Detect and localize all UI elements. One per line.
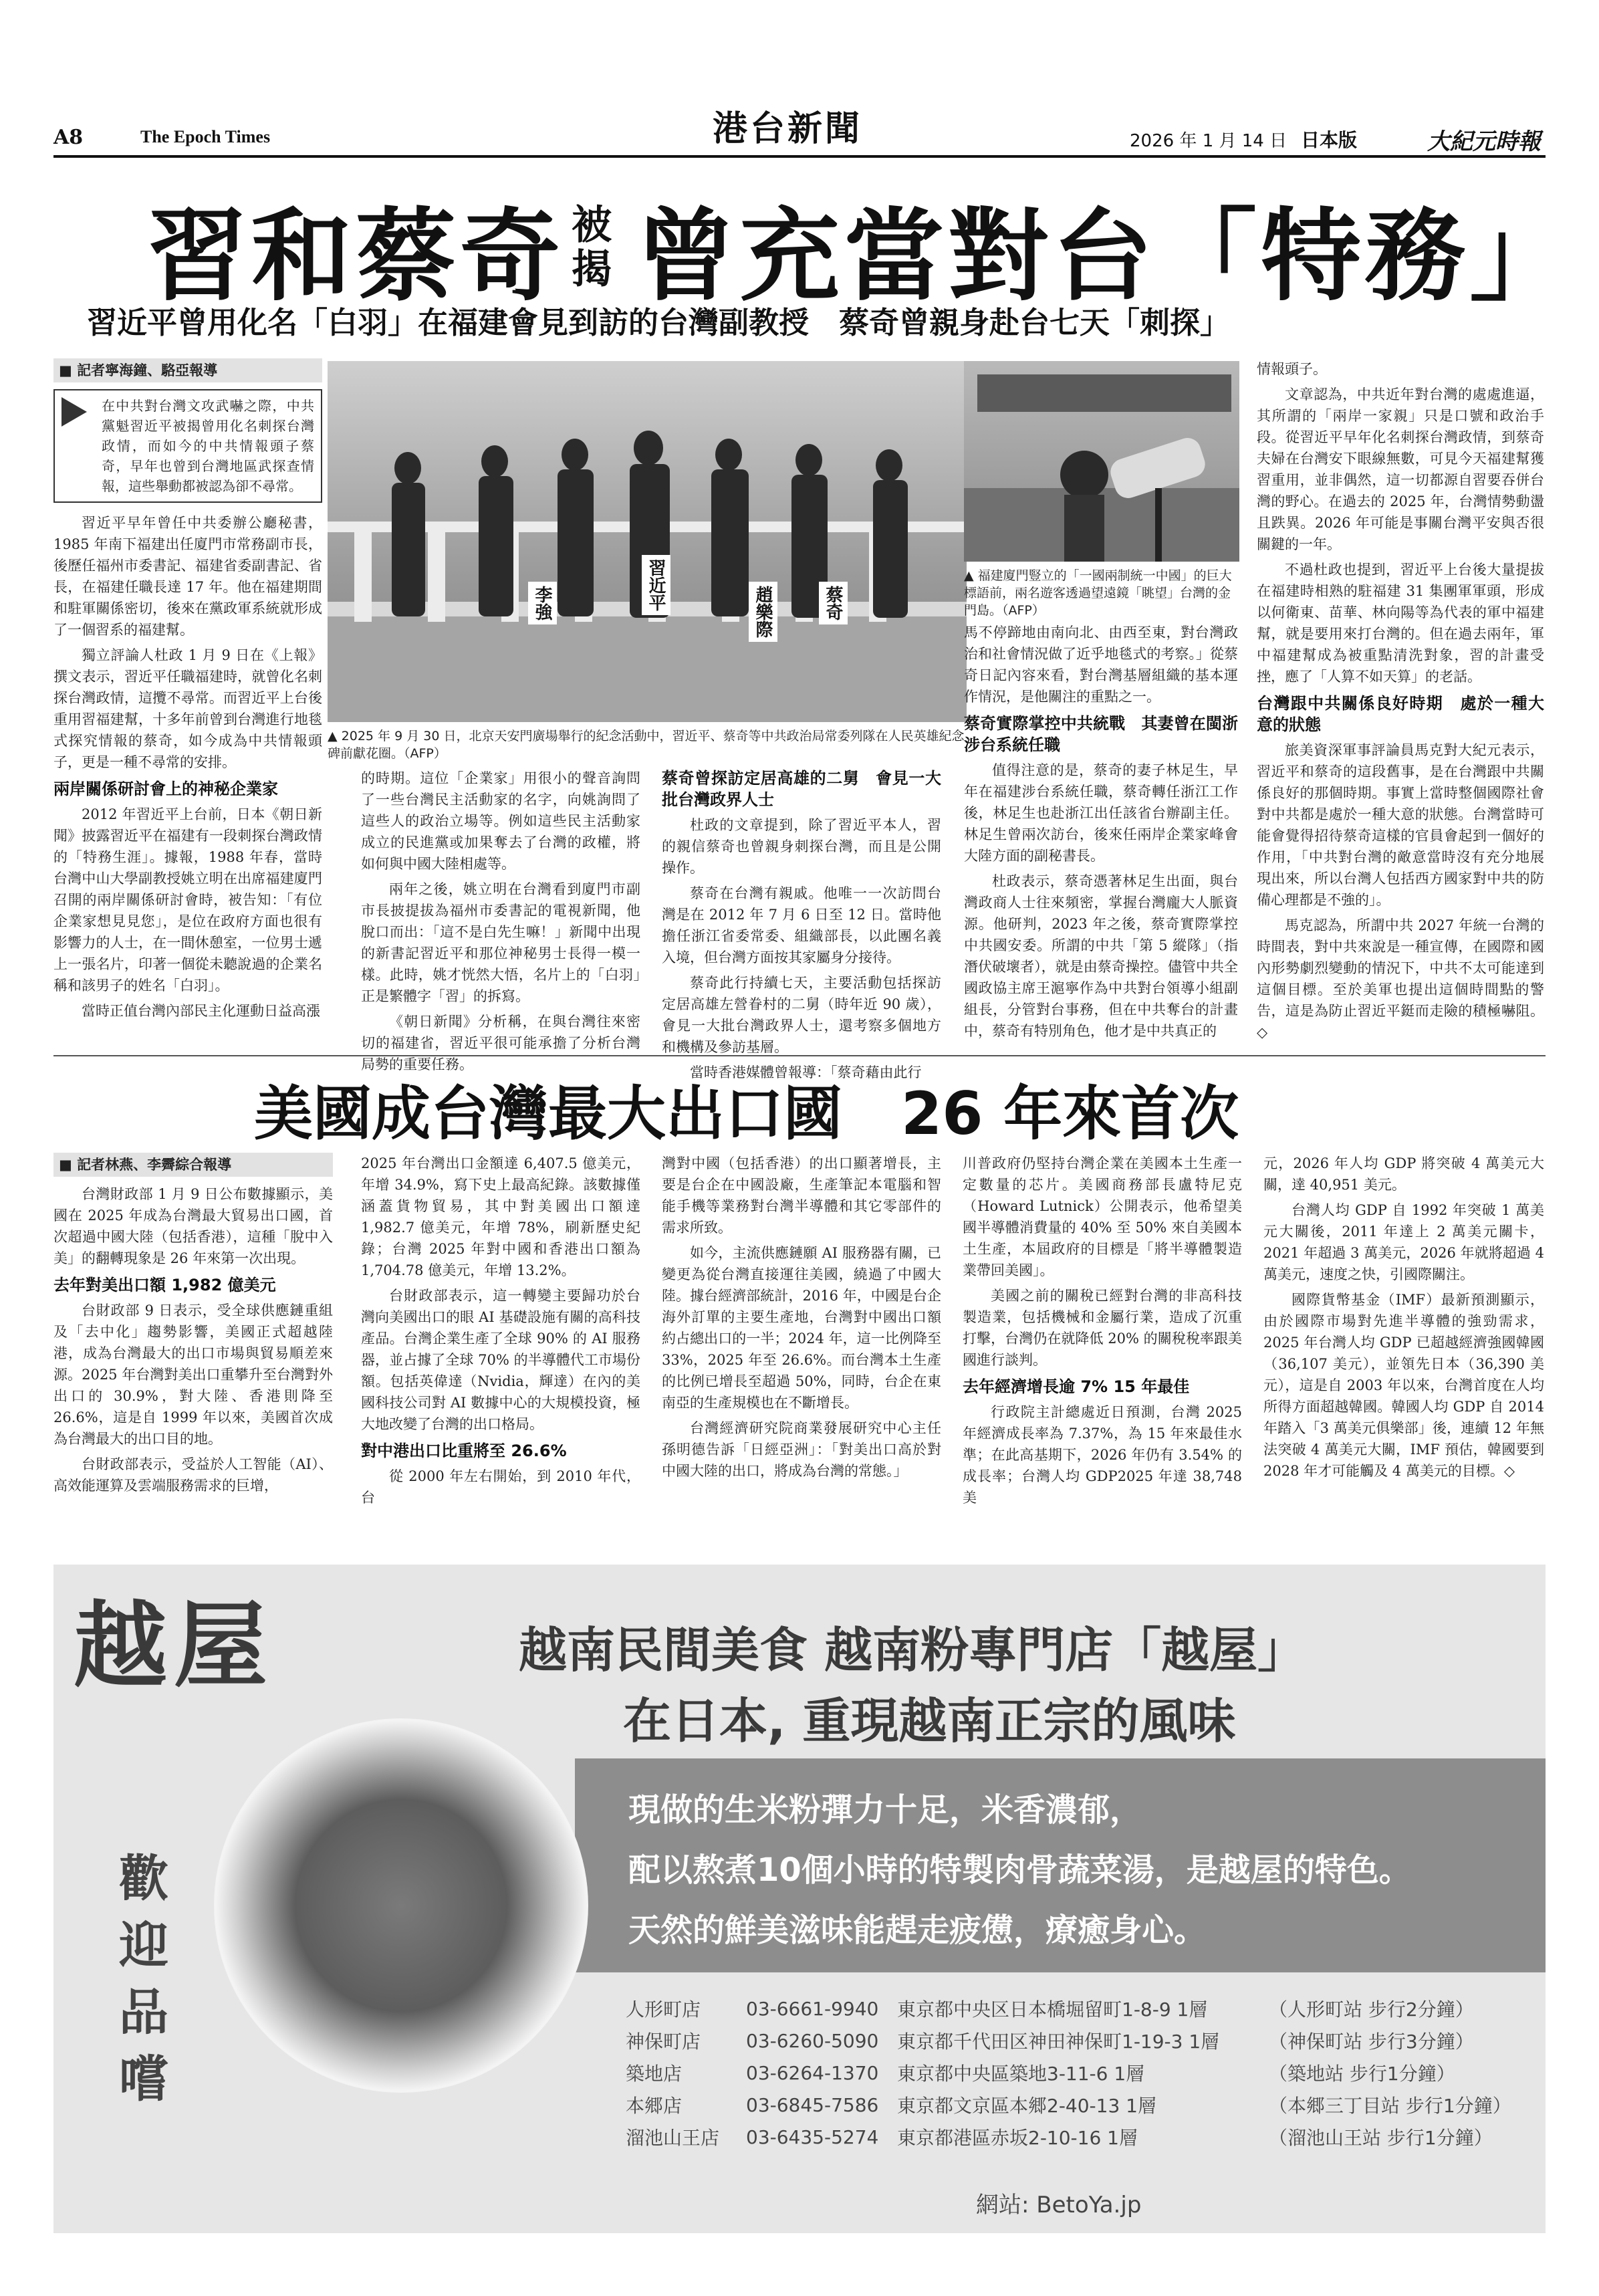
store-row [626, 2089, 1535, 2121]
store-address: 東京都港區赤坂2-10-16 1層 [897, 2127, 1138, 2149]
lead-paragraph: 不過杜政也提到，習近平上台後大量提拔在福建時相熟的駐福建 31 集團軍軍頭，形成以何衛東、苗華、林向陽等為代表的軍中福建幫，就是要用來打台灣的。但在過去兩年，軍中福建幫成為被重點清洗對象，習的計畫受挫，應了「人算不如天算」的老話。 [1257, 562, 1544, 685]
second-paragraph: 美國之前的關稅已經對台灣的非高科技製造業，包括機械和金屬行業，造成了沉重打擊，台灣仍在就降低 20% 的關稅稅率跟美國進行談判。 [963, 1288, 1242, 1368]
lead-paragraph: 杜政的文章提到，除了習近平本人，習的親信蔡奇也曾親身刺探台灣，而且是公開操作。 [662, 817, 941, 876]
second-subheading: 去年對美出口額 1,982 億美元 [53, 1276, 276, 1294]
lead-paragraph: 馬克認為，所謂中共 2027 年統一台灣的時間表，對中共來說是一種宣傳，在國際和國內形勢劇烈變動的情況下，中共不太可能達到這個目標。至於美軍也提出這個時間點的警告，這是為防止習近平鋌而走險的積極嚇阻。◇ [1257, 917, 1544, 1040]
ad-title-2: 在日本, 重現越南正宗的風味 [623, 1693, 1236, 1749]
store-access: （築地站 步行1分鐘） [1269, 2063, 1455, 2085]
ad-logo: 越屋 [74, 1591, 275, 1701]
photo-caption: ▲ 2025 年 9 月 30 日，北京天安門廣場舉行的紀念活動中，習近平、蔡奇等中共政治局常委列隊在人民英雄紀念碑前獻花圈。（AFP） [328, 729, 965, 761]
photo-label: 習近平 [642, 555, 670, 615]
second-column-2 [361, 1153, 640, 1512]
ad-block [53, 1565, 1546, 2233]
store-row [626, 2057, 1535, 2089]
lead-subheading: 蔡奇實際掌控中共統戰 其妻曾在閩浙涉台系統任職 [964, 714, 1238, 754]
second-column-1 [53, 1153, 333, 1500]
issue-date: 2026 年 1 月 14 日 [1130, 131, 1287, 151]
binocular-photo-art [964, 361, 1239, 562]
store-address: 東京都中央區築地3-11-6 1層 [897, 2063, 1145, 2085]
second-paragraph: 如今，主流供應鏈願 AI 服務器有關，已變更為從台灣直接運往美國，繞過了中國大陸。據台經濟部統計，2016 年，中國是台企海外訂單的主要生產地，台灣對中國出口額約占總出口的一半；2024 年，這一比例降至 33%，2025 年至 26.6%。而台灣本土生產的比例已增長至超過 50%，同時，台企在東南亞的生產規模也在不斷增長。 [662, 1245, 941, 1411]
second-paragraph: 台灣人均 GDP 自 1992 年突破 1 萬美元大關後，2011 年達上 2 萬美元關卡，2021 年超過 3 萬美元，2026 年就將超過 4 萬美元，速度之快，引國際關注。 [1263, 1202, 1544, 1282]
ad-website-link[interactable]: 網站: BetoYa.jp [976, 2192, 1142, 2218]
store-row [626, 1992, 1535, 2025]
section-divider [53, 1055, 1546, 1056]
second-paragraph: 台財政部表示，這一轉變主要歸功於台灣向美國出口的眼 AI 基礎設施有關的高科技產品。台灣企業生產了全球 90% 的 AI 服務器，並占據了全球 70% 的半導體代工市場份額。包括英偉達（Nvidia，輝達）在內的美國科技公司對 AI 數據中心的大規模投資，極大地改變了台灣的出口格局。 [361, 1288, 640, 1432]
ad-banner-line: 天然的鮮美滋味能趕走疲憊，療癒身心。 [628, 1912, 1207, 1949]
lead-subheading: 台灣跟中共關係良好時期 處於一種大意的狀態 [1257, 694, 1544, 734]
chevron-right-icon [62, 397, 87, 427]
ad-banner-line: 配以熬煮10個小時的特製肉骨蔬菜湯，是越屋的特色。 [628, 1851, 1411, 1889]
lead-paragraph: 的時期。這位「企業家」用很小的聲音詢問了一些台灣民主活動家的名字，向姚詢問了這些人的政治立場等。例如這些民主活動家成立的民進黨或加果奪去了台灣的政權，將如何與中國大陸相處等。 [361, 770, 640, 872]
second-paragraph: 台財政部表示，受益於人工智能（AI）、高效能運算及雲端服務需求的巨增， [53, 1456, 333, 1494]
second-subheading: 對中港出口比重將至 26.6% [361, 1442, 567, 1460]
store-access: （本郷三丁目站 步行1分鐘） [1269, 2095, 1511, 2117]
store-address: 東京都文京區本郷2-40-13 1層 [897, 2095, 1156, 2117]
lead-subheading: 蔡奇曾探訪定居高雄的二舅 會見一大批台灣政界人士 [662, 769, 941, 809]
store-tel: 03-6661-9940 [746, 1997, 879, 2020]
lead-subheading: 兩岸關係研討會上的神秘企業家 [53, 780, 278, 798]
second-paragraph: 台灣財政部 1 月 9 日公布數據顯示，美國在 2025 年成為台灣最大貿易出口國，首次超過中國大陸（包括香港），這種「脫中入美」的翻轉現象是 26 年來第一次出現。 [53, 1186, 333, 1266]
store-name: 溜池山王店 [626, 2127, 720, 2149]
second-column-3 [662, 1153, 941, 1486]
lead-paragraph: 情報頭子。 [1257, 361, 1327, 377]
lead-paragraph: 杜政表示，蔡奇憑著林足生出面，與台灣政商人士往來頻密，掌握台灣龐大人脈資源。他研判，2023 年之後，蔡奇實際掌控中共國安委。所謂的中共「第 5 縱隊」（指潛伏破壞者），就是由蔡奇操控。儘管中共全國政協主席王滬寧作為中共對台領導小組副組長，分管對台事務，但在中共奪台的計畫中，蔡奇有特別角色，他才是中共真正的 [964, 873, 1238, 1039]
masthead-logo: 大紀元時報 [1427, 128, 1541, 155]
second-headline: 美國成台灣最大出口國 26 年來首次 [254, 1079, 1239, 1148]
lead-paragraph: 2012 年習近平上台前，日本《朝日新聞》披露習近平在福建有一段刺探台灣政情的「特務生涯」。據報，1988 年春，當時台灣中山大學副教授姚立明在出席福建廈門召開的兩岸關係研討會時，被告知：「有位企業家想見見您」，是位在政府方面也很有影響力的人士，在一間休憩室，一位男士遞上一張名片，印著一個從未聽說過的企業名稱和該男子的姓名「白羽」。 [53, 806, 322, 994]
store-name: 神保町店 [626, 2031, 701, 2053]
second-paragraph: 灣對中國（包括香港）的出口顯著增長，主要是台企在中國設廠，生產筆記本電腦和智能手機等業務對台灣半導體和其它零部件的需求所致。 [662, 1155, 941, 1236]
lead-byline: ■ 記者寧海鐘、駱亞報導 [53, 358, 322, 382]
lead-headline [147, 175, 1574, 315]
page-number: A8 [53, 126, 84, 149]
lead-paragraph: 值得注意的是，蔡奇的妻子林足生，早年在福建涉台系統任職，蔡奇轉任浙江工作後，林足生也赴浙江出任該省台辦副主任。林足生曾兩次訪台，後來任兩岸企業家峰會大陸方面的副秘書長。 [964, 762, 1238, 864]
second-column-5 [1263, 1153, 1544, 1486]
store-tel: 03-6264-1370 [746, 2061, 879, 2084]
second-byline: ■ 記者林燕、李霽綜合報導 [53, 1153, 333, 1177]
photo-label: 趙樂際 [749, 582, 777, 642]
lead-subhead: 習近平曾用化名「白羽」在福建會見到訪的台灣副教授 蔡奇曾親身赴台七天「刺探」 [87, 305, 1231, 340]
photo-label: 李強 [528, 582, 557, 624]
lead-intro-box [53, 389, 322, 503]
ad-title-1: 越南民間美食 越南粉專門店「越屋」 [519, 1622, 1306, 1678]
lead-paragraph: 當時正值台灣內部民主化運動日益高漲 [82, 1003, 320, 1019]
store-list [626, 1992, 1535, 2153]
lead-paragraph: 兩年之後，姚立明在台灣看到廈門市副市長披提拔為福州市委書記的電視新聞，他脫口而出：「這不是白先生嘛！」新聞中出現的新書記習近平和那位神秘男士長得一模一樣。此時，姚才恍然大悟，名片上的「白羽」正是繁體字「習」的拆寫。 [361, 881, 640, 1004]
lead-column-5 [1257, 358, 1544, 1047]
second-paragraph: 元，2026 年人均 GDP 將突破 4 萬美元大關，達 40,951 美元。 [1263, 1155, 1544, 1193]
headline-part-a: 習和蔡奇 [147, 197, 565, 315]
lead-paragraph: 習近平早年曾任中共委辦公廳秘書，1985 年南下福建出任廈門市常務副市長，後歷任福州市委書記、福建省委副書記、省長，在福建任職長達 17 年。他在福建期間和駐軍關係密切，後來在黨政軍系統就形成了一個習系的福建幫。 [53, 515, 322, 638]
second-paragraph: 台財政部 9 日表示，受全球供應鏈重組及「去中化」趨勢影響，美國正式超越陸港，成為台灣最大的出口市場與貿易順差來源。2025 年台灣對美出口重攀升至台灣對外出口的 30.9%，對大陸、香港則降至 26.6%，這是自 1999 年以來，美國首次成為台灣最大的出口目的地。 [53, 1302, 333, 1447]
photo-label: 蔡奇 [819, 582, 848, 624]
lead-paragraph: 當時香港媒體曾報導：「蔡奇藉由此行 [690, 1064, 922, 1080]
noodle-bowl-image [214, 1718, 588, 2093]
lead-paragraph: 蔡奇在台灣有親戚。他唯一一次訪問台灣是在 2012 年 7 月 6 日至 12 日。當時他擔任浙江省委常委、組織部長，以此團名義入境，但台灣方面按其家屬身分接待。 [662, 885, 941, 965]
lead-paragraph: 馬不停蹄地由南向北、由西至東，對台灣政治和社會情況做了近乎地毯式的考察。」從蔡奇日記內容來看，對台灣基層組織的基本運作情況，是他關注的重點之一。 [964, 624, 1238, 705]
paper-name: The Epoch Times [140, 127, 271, 146]
leaders-photo-art [328, 361, 967, 722]
second-paragraph: 國際貨幣基金（IMF）最新預測顯示，由於國際市場對先進半導體的強勁需求，2025 年台灣人均 GDP 已超越經濟強國韓國（36,107 美元），並領先日本（36,390 美元），這是自 2003 年以來，台灣首度在人均所得方面超越韓國。韓國人均 GDP 自 2014 年踏入「3 萬美元俱樂部」後，連續 12 年無法突破 4 萬美元大關，IMF 預估，韓國要到 2028 年才可能觸及 4 萬美元的目標。◇ [1263, 1292, 1544, 1479]
store-address: 東京都中央区日本橋堀留町1-8-9 1層 [897, 1998, 1208, 2021]
ad-welcome: 歡迎品嚐 [119, 1850, 168, 2108]
edition-label: 日本版 [1301, 129, 1358, 151]
binocular-photo [964, 361, 1239, 562]
lead-paragraph: 獨立評論人杜政 1 月 9 日在《上報》撰文表示，習近平任職福建時，就曾化名刺探台灣政情，這攬不尋常。而習近平上台後重用習福建幫，十多年前曾到台灣進行地毯式探究情報的蔡奇，如今成為中共情報頭子，更是一種不尋常的安排。 [53, 647, 322, 770]
lead-paragraph: 文章認為，中共近年對台灣的處處進逼，其所謂的「兩岸一家親」只是口號和政治手段。從習近平早年化名刺探台灣政情，到蔡奇夫婦在台灣安下眼線無數，可見今天福建幫獲習重用，並非偶然，這一切都源自習要吞併台灣的野心。在過去的 2025 年，台灣情勢動盪且跌異。2026 年可能是事關台灣平安與否很關鍵的一年。 [1257, 386, 1544, 552]
lead-column-2 [361, 768, 640, 1079]
lead-column-4 [964, 622, 1238, 1046]
headline-part-b: 曾充當對台「特務」 [635, 197, 1574, 315]
store-name: 築地店 [626, 2063, 683, 2085]
second-paragraph: 川普政府仍堅持台灣企業在美國本土生產一定數量的芯片。美國商務部長盧特尼克（Howard Lutnick）公開表示，他希望美國半導體消費量的 40% 至 50% 來自美國本土生產，本屆政府的目標是「將半導體製造業帶回美國」。 [963, 1155, 1242, 1278]
masthead-rule [53, 155, 1546, 158]
lead-paragraph: 旅美資深軍事評論員馬克對大紀元表示，習近平和蔡奇的這段舊事，是在台灣跟中共關係良好的那個時期。事實上當時整個國際社會對中共都是處於一種大意的狀態。台灣當時可能會覺得招待蔡奇這樣的官員會起到一個好的作用，「中共對台灣的敵意當時沒有充分地展現出來，所以台灣人包括西方國家對中共的防備心理都是不強的」。 [1257, 742, 1544, 908]
section-title: 港台新聞 [713, 108, 863, 149]
leaders-photo [328, 361, 967, 722]
store-name: 人形町店 [626, 1998, 701, 2021]
store-access: （溜池山王站 步行1分鐘） [1269, 2127, 1493, 2149]
lead-paragraph: 《朝日新聞》分析稱，在與台灣往來密切的福建省，習近平很可能承擔了分析台灣局勢的重要任務。 [361, 1014, 640, 1072]
second-paragraph: 2025 年台灣出口金額達 6,407.5 億美元，年增 34.9%，寫下史上最高紀錄。該數據僅涵蓋貨物貿易，其中對美國出口額達 1,982.7 億美元，年增 78%，刷新歷史紀錄；台灣 2025 年對中國和香港出口額為 1,704.78 億美元，年增 13.2%。 [361, 1155, 640, 1278]
second-paragraph: 台灣經濟研究院商業發展研究中心主任孫明德告訴「日經亞洲」：「對美出口高於對中國大陸的出口，將成為台灣的常態。」 [662, 1420, 941, 1479]
second-paragraph: 行政院主計總處近日預測，台灣 2025 年經濟成長率為 7.37%，為 15 年來最佳水準；在此高基期下，2026 年仍有 3.54% 的成長率；台灣人均 GDP2025 年達 38,748 美 [963, 1404, 1242, 1506]
store-row [626, 2121, 1535, 2153]
store-tel: 03-6845-7586 [746, 2093, 879, 2116]
second-column-4 [963, 1153, 1242, 1512]
photo-caption: ▲ 福建廈門豎立的「一國兩制統一中國」的巨大標語前，兩名遊客透過望遠鏡「眺望」台灣的金門島。（AFP） [964, 568, 1232, 618]
store-address: 東京都千代田区神田神保町1-19-3 1層 [897, 2031, 1220, 2053]
masthead [53, 100, 1546, 154]
store-row [626, 2025, 1535, 2057]
store-name: 本郷店 [626, 2095, 683, 2117]
second-paragraph: 從 2000 年左右開始，到 2010 年代，台 [361, 1468, 640, 1506]
store-tel: 03-6260-5090 [746, 2029, 879, 2052]
headline-small: 被揭 [572, 202, 612, 293]
ad-banner-line: 現做的生米粉彈力十足，米香濃郁， [628, 1791, 1142, 1829]
store-access: （神保町站 步行3分鐘） [1269, 2031, 1474, 2053]
lead-intro-text: 在中共對台灣文攻武嚇之際，中共黨魁習近平被揭曾用化名刺探台灣政情，而如今的中共情報頭子蔡奇，早年也曾到台灣地區武探查情報，這些舉動都被認為卻不尋常。 [102, 398, 314, 494]
second-subheading: 去年經濟增長逾 7% 15 年最佳 [963, 1377, 1190, 1396]
lead-paragraph: 蔡奇此行持續七天，主要活動包括探訪定居高雄左營眷村的二舅（時年近 90 歲），會見一大批台灣政界人士，還考察多個地方和機構及參訪基層。 [662, 975, 941, 1055]
store-access: （人形町站 步行2分鐘） [1269, 1998, 1474, 2021]
lead-column-3 [662, 768, 941, 1087]
store-tel: 03-6435-5274 [746, 2126, 879, 2148]
lead-column-1 [53, 358, 322, 1026]
